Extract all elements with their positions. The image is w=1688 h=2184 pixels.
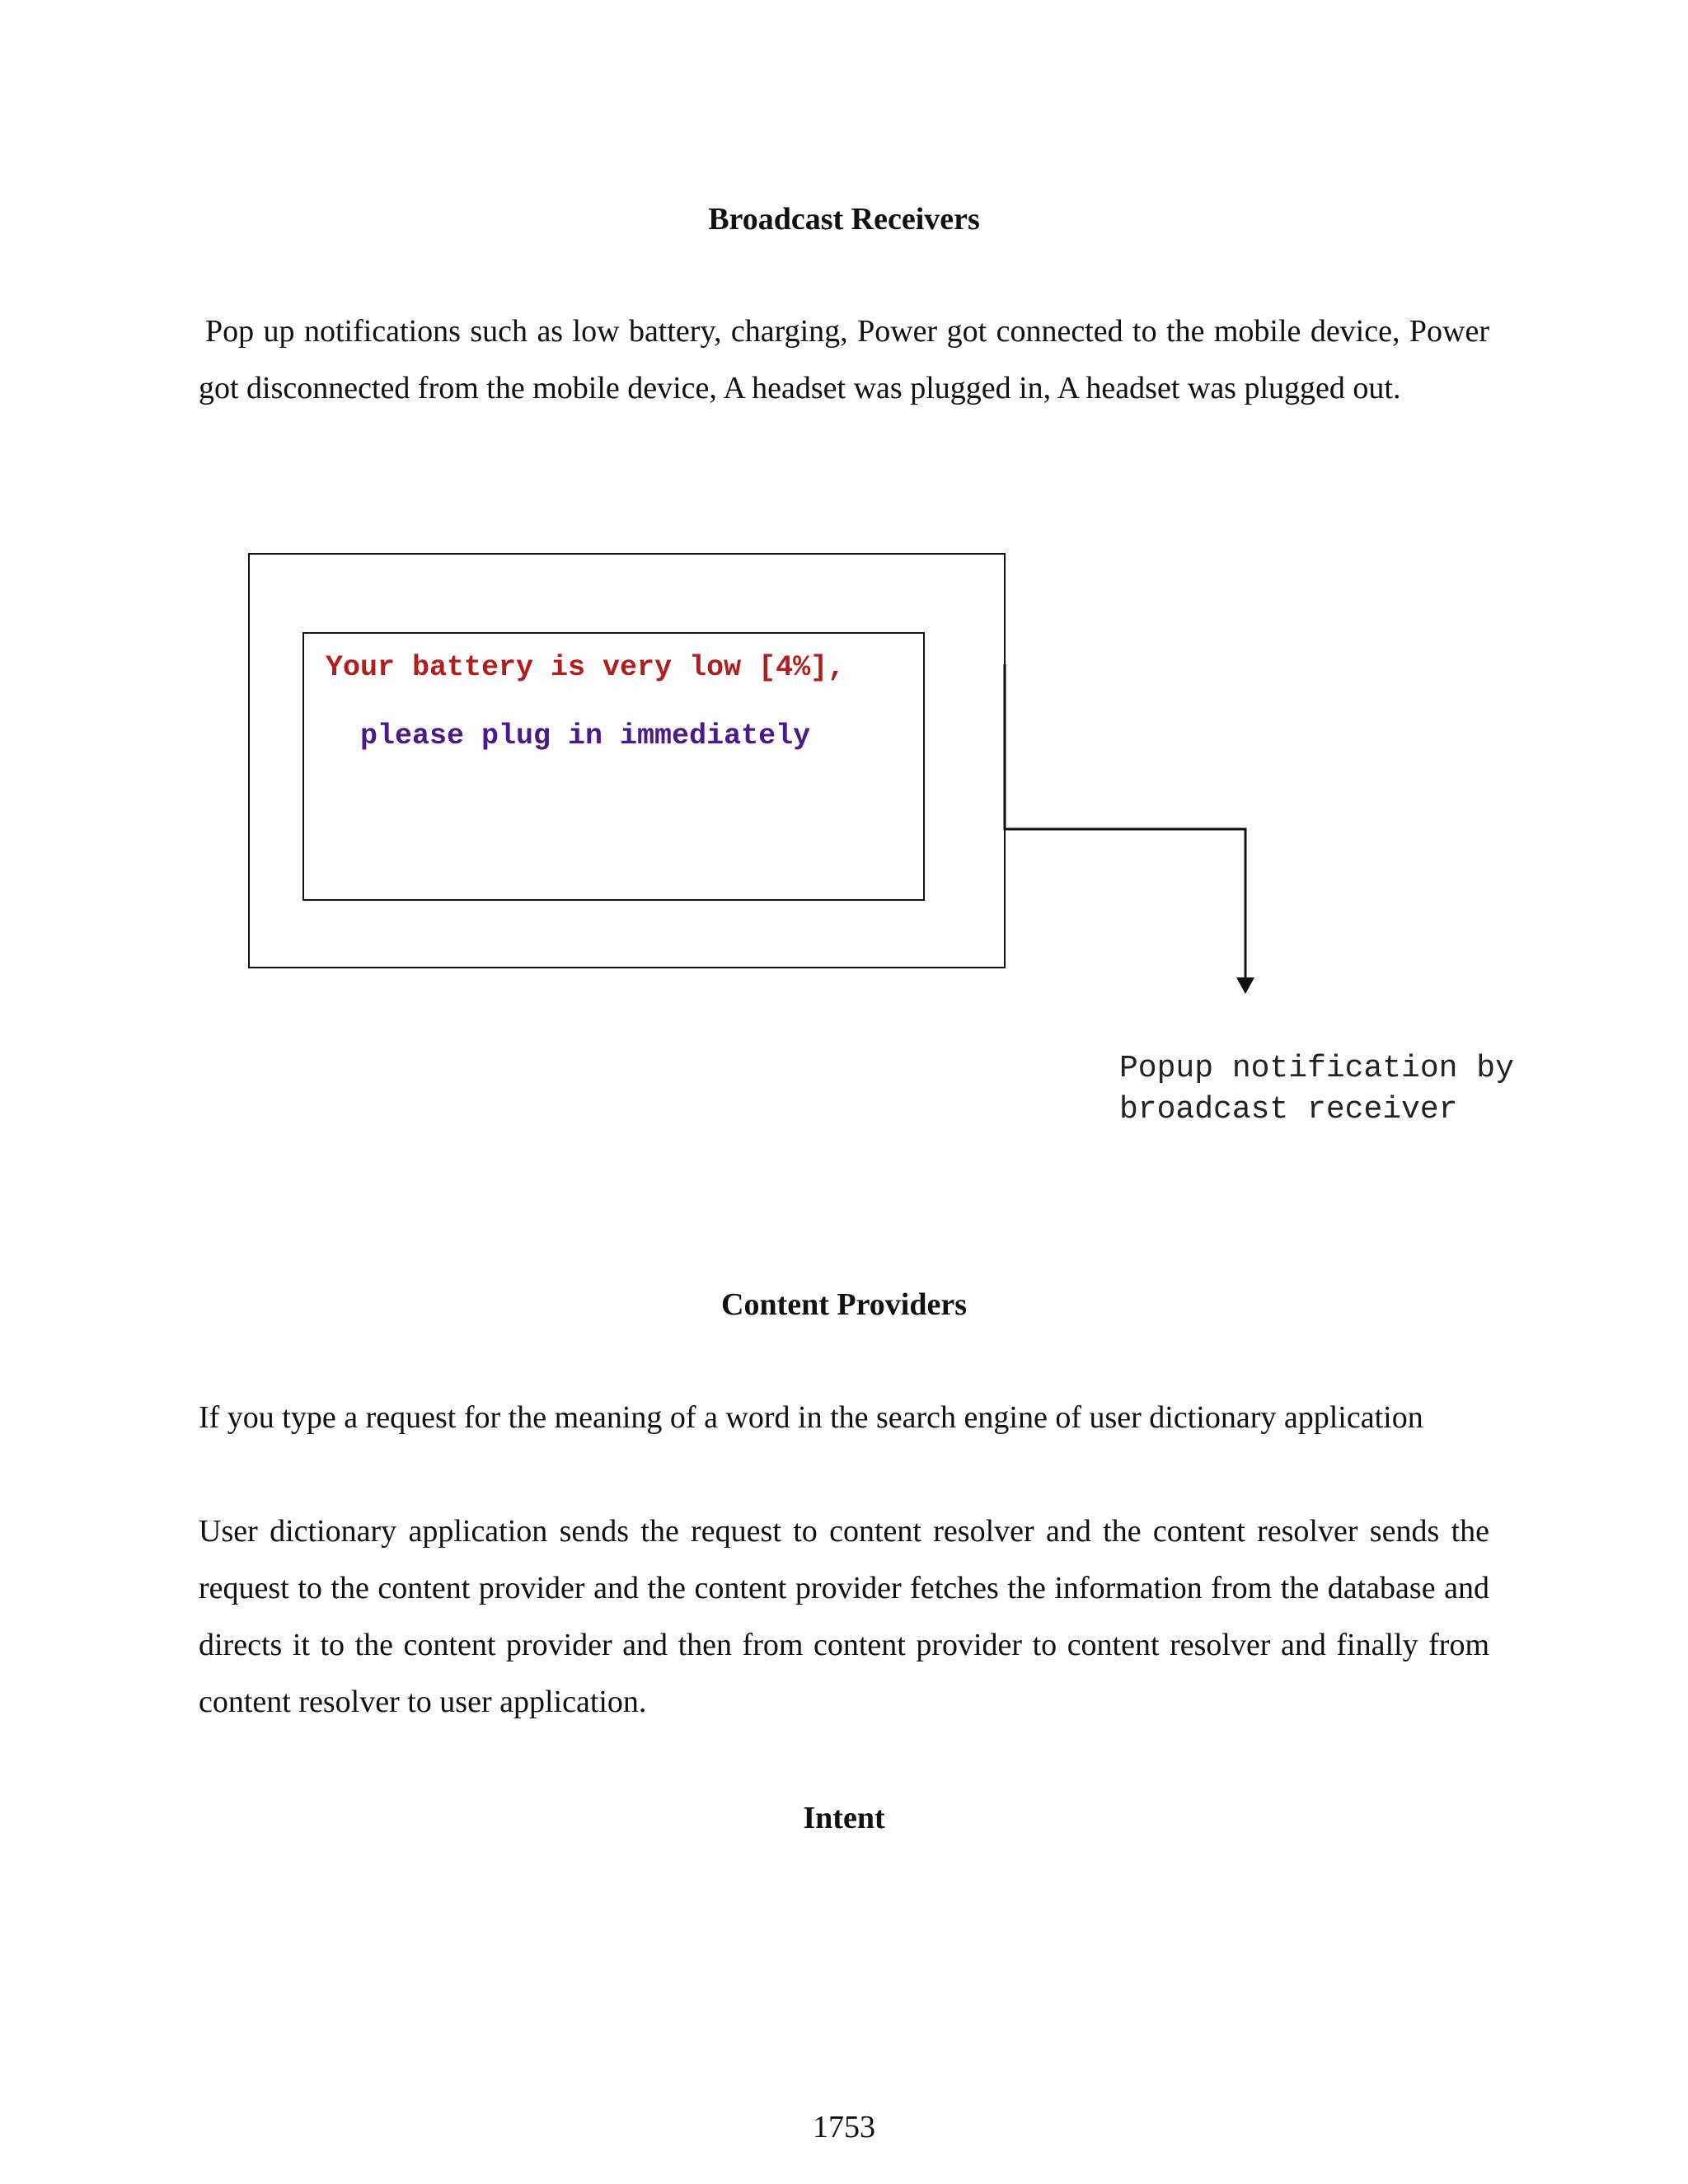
paragraph-content-providers-2: User dictionary application sends the request to content resolver and the content resolver sends the request to the content provider and the content provider fetches the information from the database and directs it to the content provider and then from content provider to content resolver and finally from content resolver to user application. — [199, 1514, 1489, 1719]
paragraph-broadcast-receivers: Pop up notifications such as low battery, charging, Power got connected to the mobile device, Power got disconnected from the mobile device, A headset was plugged in, A headset was plugged out. — [199, 314, 1489, 405]
page-number: 1753 — [813, 2110, 875, 2144]
connector-line — [1005, 664, 1245, 978]
heading-intent: Intent — [803, 1801, 885, 1835]
arrowhead-icon — [1236, 977, 1254, 994]
diagram-caption: Popup notification by broadcast receiver — [1119, 1051, 1514, 1127]
popup-message-line-2: please plug in immediately — [360, 719, 811, 752]
heading-content-providers: Content Providers — [721, 1287, 967, 1322]
heading-broadcast-receivers: Broadcast Receivers — [708, 202, 980, 237]
popup-message-line-1: Your battery is very low [4%], — [326, 651, 846, 684]
paragraph-content-providers-1: If you type a request for the meaning of a word in the search engine of user dictionary application — [199, 1400, 1423, 1435]
